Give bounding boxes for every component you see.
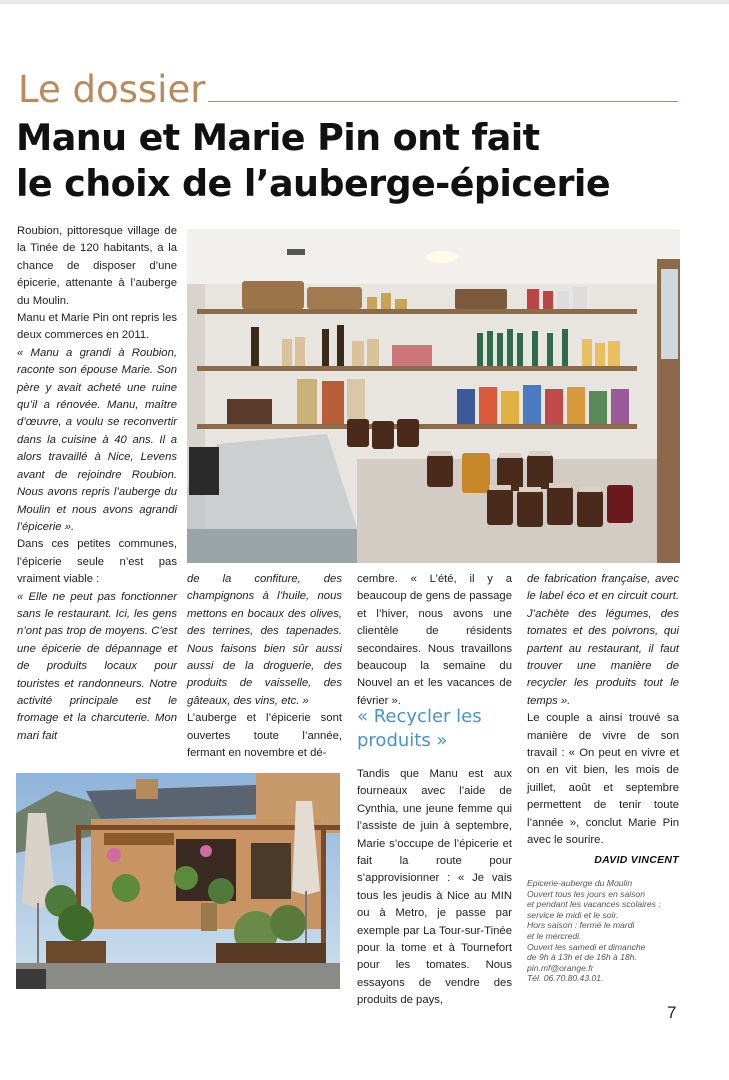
paragraph: cembre. « L’été, il y a beaucoup de gens de passage et l’hiver, nous avons une clientèle de résidents secondaires. Nous travaillons beaucoup la semaine du Nouvel an et les vacances de février ». <box>357 573 512 707</box>
headline-line-2: le choix de l’auberge-épicerie <box>16 162 610 205</box>
author-byline: DAVID VINCENT <box>594 854 679 866</box>
info-line: et pendant les vacances scolaires : <box>527 899 661 910</box>
article-column-4 <box>527 571 679 850</box>
info-box <box>527 878 687 984</box>
photo-grocery-interior <box>187 229 680 563</box>
quote-paragraph: « Elle ne peut pas fonctionner sans le restaurant. Ici, les gens n’ont pas trop de moyens. C’est une épicerie de dépannage et de produits locaux pour touristes et randonneurs. Notre activité principale est le fromage et la charcuterie. Mon mari fait <box>17 590 177 742</box>
info-line: Epicerie-auberge du Moulin <box>527 878 633 888</box>
kicker-rule <box>208 101 678 102</box>
article-column-3 <box>357 571 512 710</box>
article-headline <box>16 115 716 207</box>
paragraph: Tandis que Manu est aux fourneaux avec l’aide de Cynthia, une jeune femme qui l’assiste de juin à septembre, Marie s’occupe de l’épicerie et fait la route pour s’approvisionner : « Je vais tous les jeudis à Nice au MIN ou à Metro, je passe par exemple par La Tour-sur-Tinée pour la tome et à Tournefort pour les tomates. Nous essayons de vendre des produits de pays, <box>357 768 512 1007</box>
quote-paragraph: « Manu a grandi à Roubion, raconte son épouse Marie. Son père y avait acheté une ruine qu’il a rénovée. Manu, maître d’œuvre, a voulu se reconvertir dans la cuisine à 40 ans. Il a alors travaillé à Nice, Levens avant de rejoindre Roubion. Nous avons repris l’auberge du Moulin et nous avons agrandi l’épicerie ». <box>17 346 177 533</box>
article-column-3-continued <box>357 766 512 1010</box>
info-line: Ouvert tous les jours en saison <box>527 888 645 899</box>
info-line: service le midi et le soir. <box>527 909 619 920</box>
page-number: 7 <box>667 1003 677 1022</box>
paragraph: Dans ces petites communes, l’épicerie seule n’est pas vraiment viable : <box>17 538 177 586</box>
article-column-2 <box>187 571 342 762</box>
quote-paragraph: de fabrication française, avec le label éco et en circuit court. J’achète des légumes, des tomates et des poivrons, qui partent au restaurant, il faut trouver une manière de recycler les produits tout le temps ». <box>527 573 679 707</box>
info-line: de 9h à 13h et de 16h à 18h. <box>527 952 637 963</box>
info-email[interactable]: pin.mf@orange.fr <box>527 962 594 973</box>
article-subhead: « Recycler les produits » <box>357 706 482 751</box>
top-border <box>0 0 729 4</box>
photo-storefront <box>16 773 340 989</box>
info-phone[interactable]: Tél. 06.70.80.43.01. <box>527 973 604 984</box>
article-column-1 <box>17 223 177 745</box>
headline-line-1: Manu et Marie Pin ont fait <box>16 116 540 159</box>
info-line: Ouvert les samedi et dimanche <box>527 941 646 952</box>
paragraph: Le couple a ainsi trouvé sa manière de vivre de son travail : « On peut en vivre et on en vit bien, les mois de juillet, août et septembre permettent de tenir toute l’année », conclut Marie Pin avec le sourire. <box>527 712 679 847</box>
paragraph: L’auberge et l’épicerie sont ouvertes toute l’année, fermant en novembre et dé- <box>187 712 342 760</box>
section-kicker: Le dossier <box>18 68 206 111</box>
quote-paragraph: de la confiture, des champignons à l’huile, nous mettons en bocaux des olives, des terrines, des tapenades. Nous faisons bien sûr aussi aussi de la droguerie, des produits de vaisselle, des gâteaux, des vins, etc. » <box>187 573 342 707</box>
paragraph: Manu et Marie Pin ont repris les deux commerces en 2011. <box>17 312 177 342</box>
info-line: et le mercredi. <box>527 930 582 941</box>
paragraph: Roubion, pittoresque village de la Tinée de 120 habitants, a la chance de disposer d’une épicerie, attenante à l’auberge du Moulin. <box>17 225 177 307</box>
info-line: Hors saison : fermé le mardi <box>527 920 635 931</box>
